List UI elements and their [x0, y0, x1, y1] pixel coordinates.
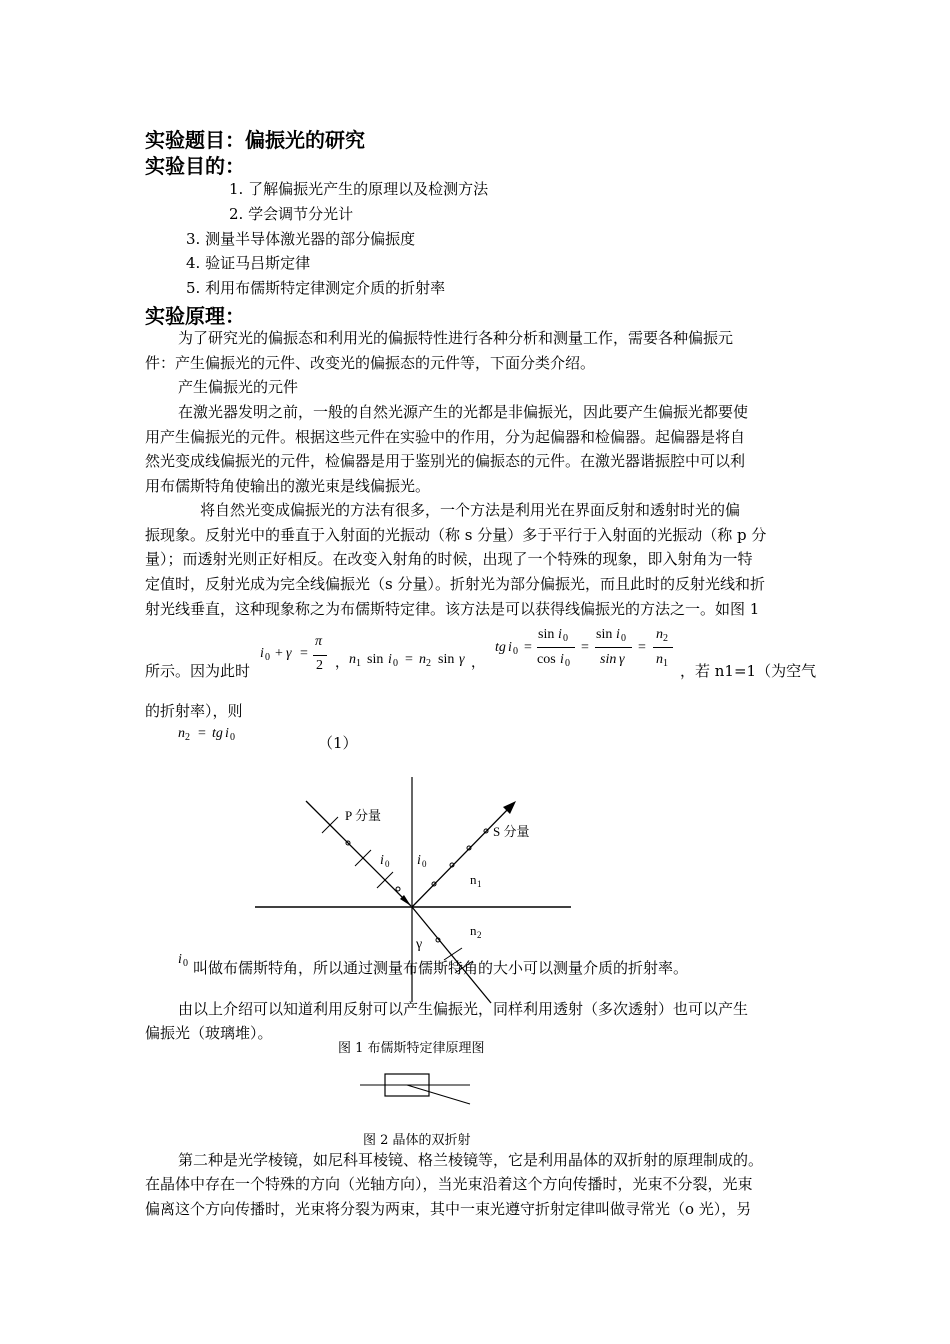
principle-heading: 实验原理：: [145, 304, 245, 328]
formula-tangent: tg i 0 = sin i 0 cos i 0 = sin i 0 sin γ = n 2 n 1: [495, 626, 680, 676]
equation-number: （1）: [318, 734, 358, 752]
para2-line4: 用布儒斯特角使输出的激光束是线偏振光。: [145, 477, 431, 495]
purpose-item-1: 1. 了解偏振光产生的原理以及检测方法: [229, 180, 489, 198]
medium-n1-label: n: [470, 872, 477, 887]
para1-line1: 为了研究光的偏振态和利用光的偏振特性进行各种分析和测量工作，需要各种偏振元: [178, 329, 734, 347]
formula-snell: ， n 1 sin i 0 = n 2 sin γ ，: [335, 652, 485, 671]
brewster-symbol: i 0: [178, 952, 188, 969]
reflected-ray: [412, 806, 511, 907]
para5-line1: 第二种是光学棱镜，如尼科耳棱镜、格兰棱镜等，它是利用晶体的双折射的原理制成的。: [178, 1151, 764, 1169]
formula-brewster-sum: i 0 + γ = π 2: [260, 636, 335, 676]
figure-2-birefringence-diagram: [350, 1065, 480, 1110]
purpose-item-5: 5. 利用布儒斯特定律测定介质的折射率: [186, 279, 446, 297]
purpose-heading: 实验目的：: [145, 154, 245, 178]
purpose-item-4: 4. 验证马吕斯定律: [186, 254, 311, 272]
angle-i0-left: i: [380, 853, 384, 868]
formula-tail: ，若 n1=1（为空气: [680, 662, 817, 680]
para2-line2: 用产生偏振光的元件。根据这些元件在实验中的作用，分为起偏器和检偏器。起偏器是将自: [145, 428, 746, 446]
subheading: 产生偏振光的元件: [178, 378, 299, 396]
angle-i0-right-sub: 0: [422, 859, 427, 869]
para2-line3: 然光变成线偏振光的元件，检偏器是用于鉴别光的偏振态的元件。在激光器谐振腔中可以利: [145, 452, 746, 470]
para5-line2: 在晶体中存在一个特殊的方向（光轴方向），当光束沿着这个方向传播时，光束不分裂，光束: [145, 1175, 753, 1193]
para3-line1: 将自然光变成偏振光的方法有很多，一个方法是利用光在界面反射和透射时光的偏: [200, 501, 741, 519]
formula-lead: 所示。因为此时: [145, 662, 251, 680]
brewster-sentence: 叫做布儒斯特角，所以通过测量布儒斯特角的大小可以测量介质的折射率。: [193, 959, 689, 977]
para3-line4: 定值时，反射光成为完全线偏振光（s 分量）。折射光为部分偏振光，而且此时的反射光线和折: [145, 575, 765, 593]
medium-n2-label: n: [470, 923, 477, 938]
medium-n2-sub: 2: [477, 930, 482, 940]
purpose-item-2: 2. 学会调节分光计: [229, 205, 354, 223]
para5-line3: 偏离这个方向传播时，光束将分裂为两束，其中一束光遵守折射定律叫做寻常光（o 光），另: [145, 1200, 752, 1218]
para3-line5: 射光线垂直，这种现象称之为布儒斯特定律。该方法是可以获得线偏振光的方法之一。如图 1: [145, 600, 760, 618]
s-dot: [396, 887, 400, 891]
angle-i0-left-sub: 0: [385, 859, 390, 869]
para3-line2: 振现象。反射光中的垂直于入射面的光振动（称 s 分量）多于平行于入射面的光振动（称 p 分: [145, 526, 767, 544]
para4-line2: 偏振光（玻璃堆）。: [145, 1024, 273, 1042]
extraordinary-ray: [407, 1085, 470, 1104]
medium-n1-sub: 1: [477, 879, 482, 889]
para2-line1: 在激光器发明之前，一般的自然光源产生的光都是非偏振光，因此要产生偏振光都要使: [178, 403, 749, 421]
p-component-label: P 分量: [345, 808, 381, 823]
refraction-angle-gamma: γ: [416, 937, 423, 952]
purpose-item-3: 3. 测量半导体激光器的部分偏振度: [186, 230, 416, 248]
s-component-label: S 分量: [493, 824, 530, 839]
equation-1: n 2 = tg i 0: [178, 726, 235, 743]
para3-line3: 量）；而透射光则正好相反。在改变入射角的时候，出现了一个特殊的现象，即入射角为一特: [145, 550, 753, 568]
figure-2-caption: 图 2 晶体的双折射: [363, 1133, 471, 1148]
page-title: 实验题目：偏振光的研究: [145, 128, 365, 152]
para4-line1: 由以上介绍可以知道利用反射可以产生偏振光，同样利用透射（多次透射）也可以产生: [178, 1000, 749, 1018]
para1-line2: 件：产生偏振光的元件、改变光的偏振态的元件等，下面分类介绍。: [145, 354, 596, 372]
angle-i0-right: i: [417, 853, 421, 868]
formula-tail2: 的折射率），则: [145, 702, 243, 720]
figure-1-caption: 图 1 布儒斯特定律原理图: [338, 1041, 485, 1056]
